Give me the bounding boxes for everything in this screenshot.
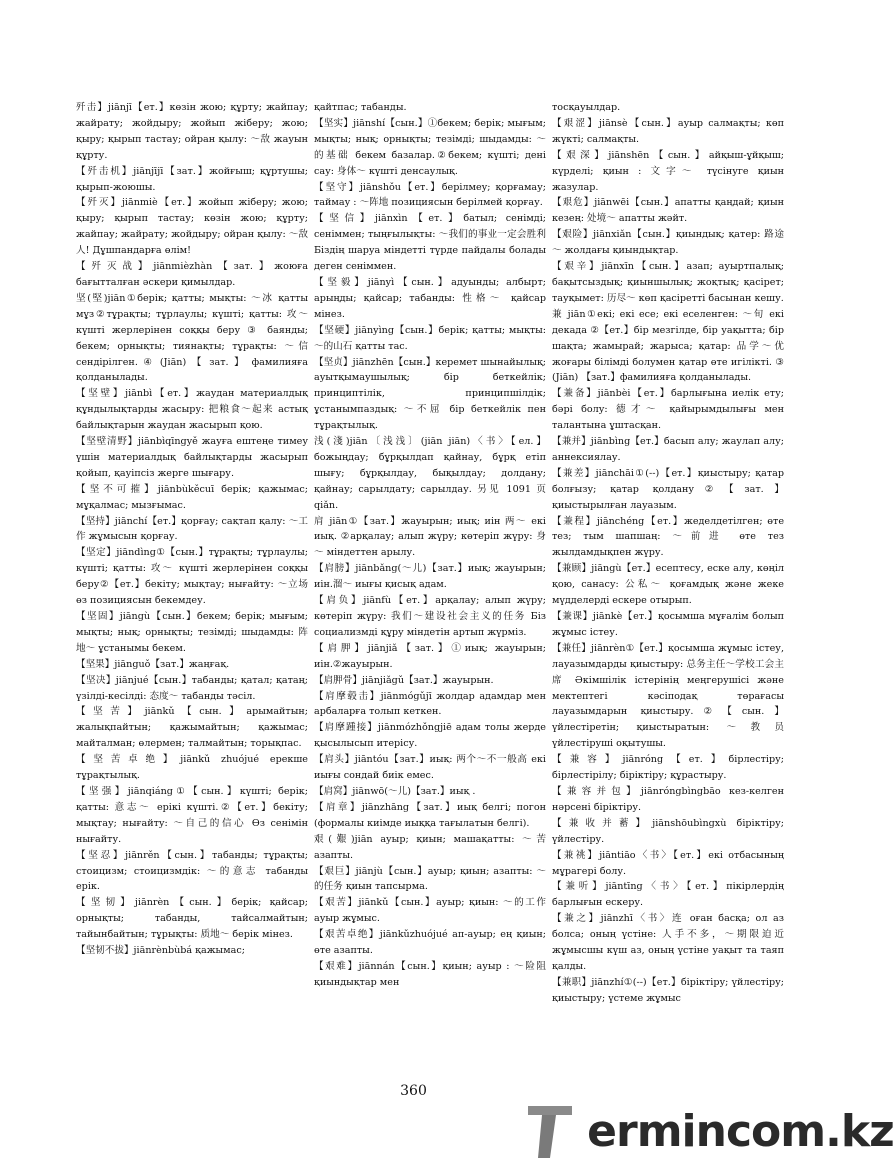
dictionary-entry: 【坚硬】jiānyìng【сын.】берік; қатты; мықты: ～的山石 қатты тас. [314, 324, 546, 352]
dictionary-entry: 【坚实】jiānshí【сын.】①бекем; берік; мығым; мықты; нық; орнықты; тезімді; шыдамды: ～的基础 бекем базалар.②бекем; күшті; дені сау: 身体～ күшті денсаулық. [314, 117, 546, 177]
dictionary-entry: 【兼容并包】jiānróngbìngbāo кез-келген нәрсені біріктіру. [552, 785, 784, 813]
dictionary-entry: 【兼备】jiānbèi【ет.】барлығына иелік ету; бәрі болу: 德才～ қайырымдылығы мен талантына ұштасқан. [552, 388, 784, 432]
dictionary-entry: 【坚不可摧】jiānbùkěcuī берік; қажымас; мұқалмас; мызғымас. [76, 483, 308, 511]
dictionary-entry: 【歼灭】jiānmiè【ет.】жойып жіберу; жою; қыру; қырып тастау; көзін жою; құрту; жайпау; жайрату; жойдыру; ойран қылу: ～敌人! Дұшпандарға өлім! [76, 197, 308, 257]
dictionary-entry: 【坚持】jiānchí【ет.】қорғау; сақтап қалу: ～工作 жұмысын қорғау. [76, 515, 308, 543]
dictionary-entry: 【坚固】jiāngù【сын.】бекем; берік; мығым; мықты; нық; орнықты; тезімді; шыдамды: 阵地～ ұстанымы бекем. [76, 611, 308, 654]
dictionary-entry: 【坚果】jiānguǒ【зат.】жаңғақ. [76, 658, 230, 670]
dictionary-entry: 【兼听】jiāntīng〈书〉【ет.】пікірлердің барлығын ескеру. [552, 881, 784, 909]
dictionary-entry: 【兼并】jiānbìng【ет.】басып алу; жаулап алу; аннексиялау. [552, 436, 784, 463]
dictionary-entry: 【坚韧不拔】jiānrènbùbá қажымас; [76, 945, 245, 957]
dictionary-entry: 【肩摩踵接】jiānmózhǒngjiē адам толы жерде қысылысып итерісу. [314, 722, 546, 750]
dictionary-entry: 【艰涩】jiānsè【сын.】ауыр салмақты; көп жүкті; салмақты. [552, 117, 784, 145]
dictionary-entry: 【坚决】jiānjué【сын.】табанды; қатал; қатаң; үзілді-кесілді: 态度～ табанды тәсіл. [76, 674, 308, 702]
dictionary-entry: 【艰难】jiānnán【сын.】қиын; ауыр : ～险阻 қиындықтар мен [314, 960, 546, 988]
logo-text: ermincom.kz [587, 1106, 894, 1157]
dictionary-entry: 【兼差】jiānchāi①(--)【ет.】қиыстыру; қатар болғызу; қатар қолдану②【зат.】қиыстырылған лауазым. [552, 467, 784, 511]
dictionary-entry: 【肩胛】jiānjiǎ【зат.】①иық; жауырын; иін.②жауырын. [314, 642, 546, 670]
dictionary-entry: 【坚韧】jiānrèn【сын.】берік; қайсар; орнықты; табанды, тайсалмайтын; тайынбайтын; тұрықты: 质地～ берік мінез. [76, 897, 308, 941]
dictionary-entry: 歼击】jiānjī【ет.】көзін жою; құрту; жайпау; жайрату; жойдыру; жойып жіберу; жою; қыру; қырып тастау; ойран қылу: ～敌 жауын құрту. [76, 102, 308, 161]
dictionary-entry: тосқауылдар. [552, 102, 621, 113]
dictionary-entry: 【兼之】jiānzhī〈书〉连 оған басқа; ол аз болса; оның үстіне: 人手不多，～期限迫近 жұмысшы күш аз, оның үстіне уақыт та таяп қалды. [552, 913, 784, 972]
dictionary-entry: 【艰辛】jiānxīn【сын.】азап; ауыртпалық; бақытсыздық; қиыншылық; жоқтық; қасірет; тауқымет: 历尽～ көп қасіретті басынан кешу. [552, 261, 784, 304]
page-number: 360 [400, 1083, 427, 1099]
dictionary-entry: 【坚守】jiānshǒu【ет.】берілмеу; қорғамау; таймау : ～阵地 позициясын берілмей қорғау. [314, 181, 546, 209]
dictionary-entry: 坚(堅)jiān①берік; қатты; мықты: ～冰 қатты мұз②тұрақты; тұрлаулы; күшті; қатты: 攻～ күшті жерлерінен соққы беру ③ баянды; бекем; орнықты; тиянақты; тұрақты: ～信 сендірілген. ④ (Jiān) 【 зат. 】 фамилияға қолданылады. [76, 292, 308, 384]
dictionary-entry: 【艰苦】jiānkǔ【сын.】ауыр; қиын: ～的工作 ауыр жұмыс. [314, 897, 546, 925]
dictionary-entry: 兼 jiān①екі; екі есе; екі еселенген: ～旬 екі декада ②【ет.】бір мезгілде, бір уақытта; бір шақта; жамырай; жарыса; қатар: 品学～优 жоғары білімді болумен қатар өте игілікті. ③ (Jiān) 【зат.】фамилияға қолданылады. [552, 308, 784, 384]
dictionary-entry: 【艰巨】jiānjù【сын.】ауыр; қиын; азапты: ～的任务 қиын тапсырма. [314, 865, 546, 893]
dictionary-entry: 【坚壁】jiānbì【ет.】жаудан материалдық құндылықтарды жасыру: 把粮食～起来 астық байлықтарын жаудан жасырып қою. [76, 388, 308, 432]
dictionary-entry: 【兼任】jiānrèn①【ет.】қосымша жұмыс істеу, лауазымдарды қиыстыру: 总务主任～学校工会主席 Әкімшілік істерінің меңгерушісі және мектептегі кәсіподақ төрағасы лауазымдарын қиыстыру.②【сын.】үйлестіретін; қиыстыратын: ～教员 үйлестіруші оқытушы. [552, 642, 784, 750]
dictionary-entry: 【肩胛骨】jiānjiǎgǔ【зат.】жауырын. [314, 674, 494, 686]
dictionary-entry: 【坚苦卓绝】jiānkǔ zhuójué ерекше тұрақтылық. [76, 754, 308, 782]
termincom-logo[interactable] [528, 1104, 894, 1164]
dictionary-entry: қайтпас; табанды. [314, 102, 407, 113]
dictionary-column-2 [314, 100, 546, 1060]
dictionary-entry: 【肩摩毂击】jiānmógǔjī жолдар адамдар мен арбаларға толып кеткен. [314, 690, 546, 718]
dictionary-entry: 【兼容】jiānróng【ет.】бірлестіру; бірлестірілу; біріктіру; құрастыру. [552, 754, 784, 782]
dictionary-entry: 【兼收并蓄】jiānshōubìngxù біріктіру; үйлестіру. [552, 817, 784, 845]
dictionary-entry: 【肩头】jiāntóu【зат.】иық: 两个～不一般高 екі иығы сондай биік емес. [314, 754, 546, 782]
dictionary-entry: 【艰危】jiānwēi【сын.】апатты қаңдай; қиын кезең: 处境～ апатты жәйт. [552, 197, 784, 225]
dictionary-entry: 【艰险】jiānxiǎn【сын.】қиындық; қатер: 路途～ жолдағы қиындықтар. [552, 229, 784, 257]
dictionary-entry: 【坚贞】jiānzhēn【сын.】керемет шынайылық; ауытқымаушылық; бір беткейлік; принциптілік, принципшілдік; ұстанымпаздық: ～不屈 бір беткейлік пен тұрақтылық. [314, 356, 546, 432]
dictionary-entry: 浅(淺)jiān〔浅浅〕(jiān jiān)〈书〉【ел.】божыңдау; бұрқылдап қайнау, бұрқ етіп шығу; бұрқылдау, бықылдау; долдану; қайнау; сарылдату; сарылдау. 另见 1091 页 qiǎn. [314, 436, 546, 511]
dictionary-entry: 【坚定】jiāndìng①【сын.】тұрақты; тұрлаулы; күшті; қатты: 攻～ күшті жерлерінен соққы беру②【ет.】бекіту; мықтау; нығайту: ～立场 өз позициясын бекемдеу. [76, 547, 308, 607]
dictionary-column-3 [552, 100, 784, 1060]
dictionary-entry: 【歼灭战】jiānmièzhàn【зат.】жоюға бағытталған әскери қимылдар. [76, 261, 308, 288]
dictionary-entry: 肩 jiān①【зат.】жауырын; иық; иін 两～ екі иық. ②арқалау; алып жүру; көтеріп жүру: 身～ міндеттен арылу. [314, 515, 546, 559]
dictionary-entry: 【坚信】jiānxìn【ет.】батыл; сенімді; сеніммен; тыңғылықты: ～我们的事业一定会胜利 Біздің шаруа міндетті түрде пайдалы болады деген сеніммен. [314, 213, 546, 273]
dictionary-entry: 【肩负】jiānfù【ет.】арқалау; алып жүру; көтеріп жүру: 我们～建设社会主义的任务 Біз социализмді құру міндетін артып жүрміз. [314, 595, 546, 638]
dictionary-entry: 【兼顾】jiāngù【ет.】есептесу, еске алу, көңіл қою, санасу: 公私～ қоғамдық және жеке мүдделерді ескере отырып. [552, 563, 784, 607]
dictionary-entry: 【坚苦】jiānkǔ【сын.】арымайтын; жалықпайтын; қажымайтын; қажымас; майталман; өлермен; талмайтын; торықпас. [76, 706, 308, 750]
dictionary-entry: 【歼击机】jiānjījī【зат.】жойғыш; құртушы; қырып-жоюшы. [76, 165, 308, 193]
dictionary-entry: 【兼职】jiānzhí①(--)【ет.】біріктіру; үйлестіру; қиыстыру; үстеме жұмыс [552, 976, 784, 1004]
dictionary-entry: 【坚忍】jiānrěn【сын.】табанды; тұрақты; стоицизм; стоицизмдік: ～的意志 табанды ерік. [76, 849, 308, 893]
dictionary-column-1 [76, 100, 308, 1060]
dictionary-entry: 【肩窝】jiānwō(～儿)【зат.】иық . [314, 785, 476, 797]
dictionary-entry: 【兼程】jiānchéng【ет.】жеделдетілген; өте тез; тым шапшаң: ～前进 өте тез жылдамдықпен жүру. [552, 515, 784, 559]
dictionary-entry: 【坚壁清野】jiānbìqīngyě жауға ештеңе тимеу үшін материалдық байлықтарды жасырып қойып, қауіпсіз жерге шығару. [76, 436, 308, 479]
dictionary-entry: 【艰深】jiānshēn【сын.】айқыш-ұйқыш; күрделі; қиын : 文字～ түсінуге қиын жазулар. [552, 149, 784, 193]
dictionary-entry: 【坚强】jiānqiáng①【сын.】күшті; берік; қатты: 意志～ ерікі күшті.②【ет.】бекіту; мықтау; нығайту: ～自己的信心 Өз сенімін нығайту. [76, 785, 308, 845]
dictionary-entry: 艰(艱)jiān ауыр; қиын; машақатты: ～苦 азапты. [314, 833, 546, 861]
dictionary-entry: 【艰苦卓绝】jiānkǔzhuójué ап-ауыр; ең қиын; өте азапты. [314, 929, 546, 957]
dictionary-entry: 【坚毅】jiānyì【сын.】адуынды; албырт; арыңды; қайсар; табанды: 性格～ қайсар мінез. [314, 276, 546, 320]
dictionary-entry: 【肩章】jiānzhāng【зат.】иық белгі; погон (формалы киімде иыққа тағылатын белгі). [314, 801, 546, 829]
dictionary-entry: 【兼课】jiānkè【ет.】қосымша мұғалім болып жұмыс істеу. [552, 611, 784, 638]
dictionary-entry: 【兼祧】jiāntiāo〈书〉【ет.】екі отбасының мұрагері болу. [552, 849, 784, 877]
dictionary-entry: 【肩膀】jiānbǎng(～儿)【зат.】иық; жауырын; иін.溜～ иығы қисық адам. [314, 563, 546, 591]
